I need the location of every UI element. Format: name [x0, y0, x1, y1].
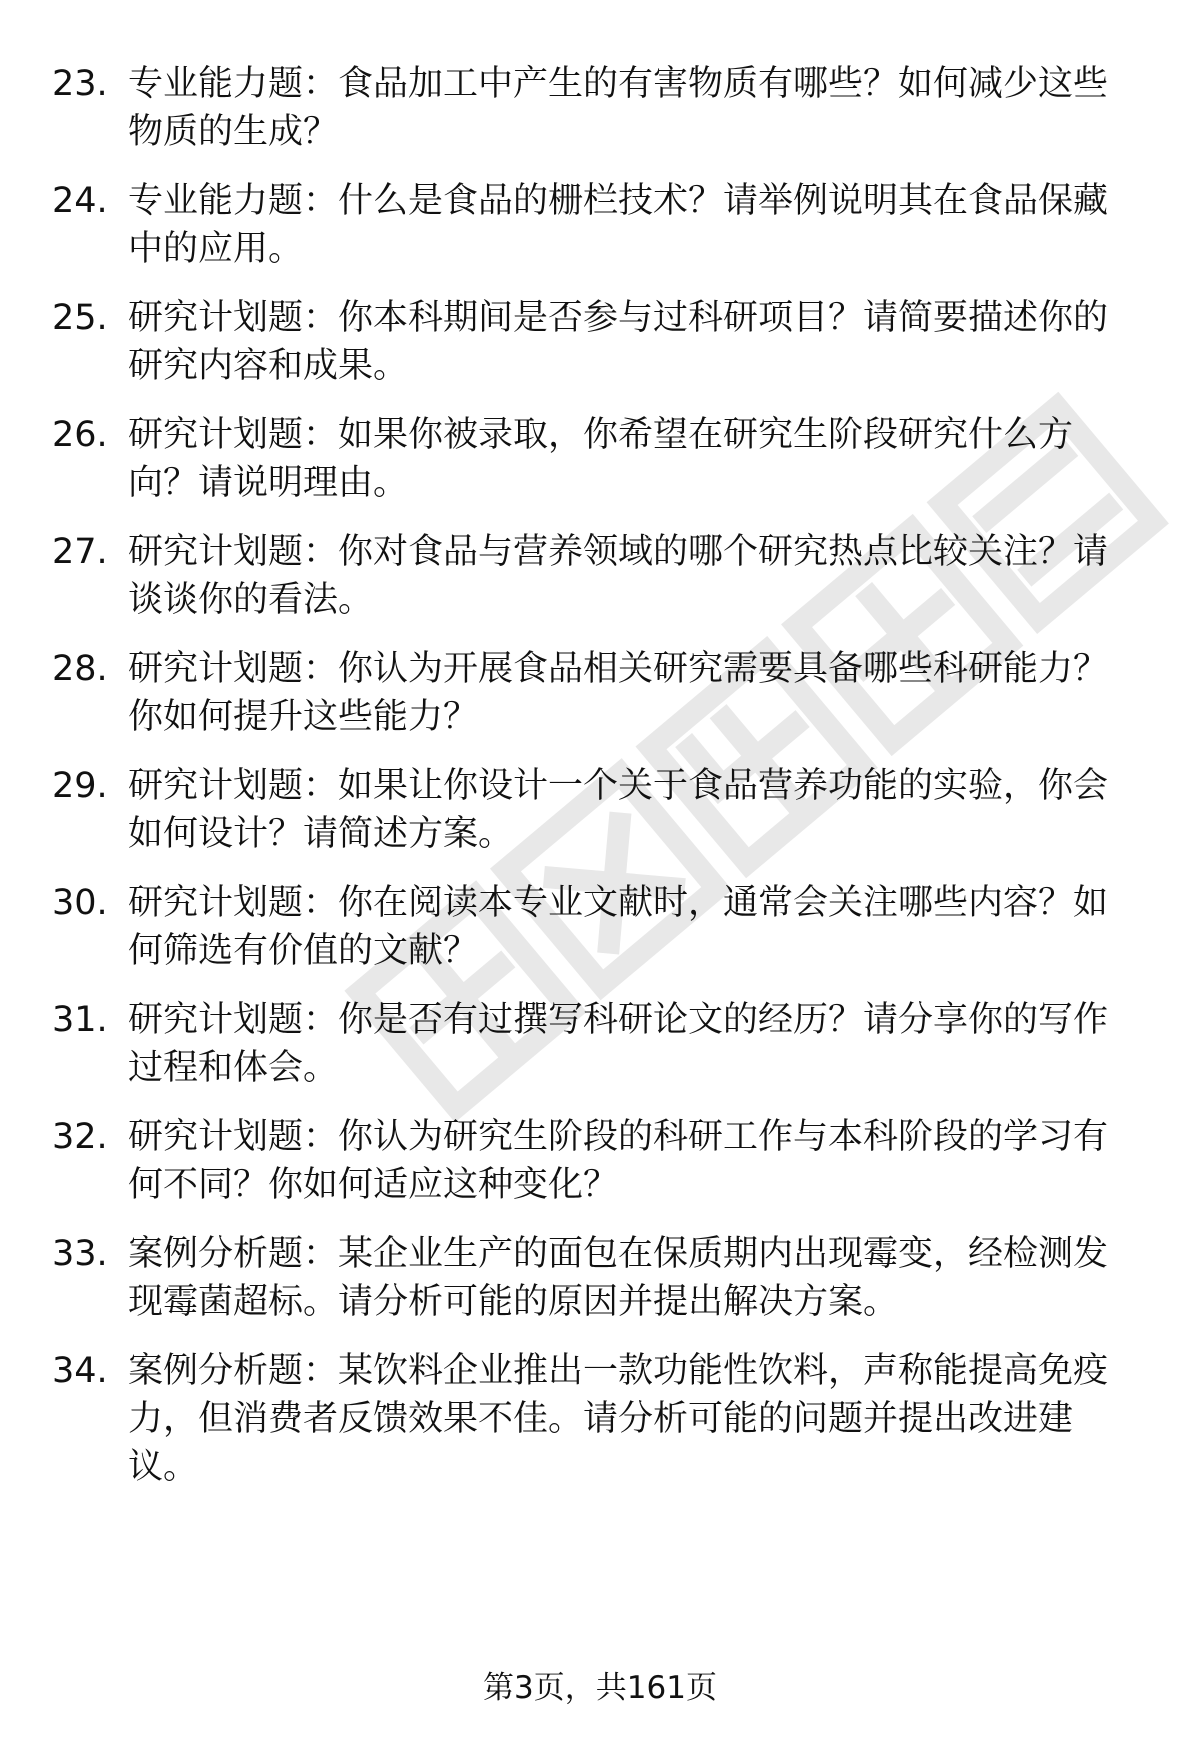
- question-text: 案例分析题：某饮料企业推出一款功能性饮料，声称能提高免疫力，但消费者反馈效果不佳。请分析可能的问题并提出改进建议。: [128, 1351, 1109, 1487]
- question-number: 26.: [52, 415, 108, 455]
- question-text: 专业能力题：食品加工中产生的有害物质有哪些？如何减少这些物质的生成？: [128, 64, 1109, 152]
- question-number: 27.: [52, 532, 108, 572]
- question-text: 研究计划题：你是否有过撰写科研论文的经历？请分享你的写作过程和体会。: [128, 1000, 1109, 1088]
- question-number: 23.: [52, 64, 108, 104]
- page-number-footer: 第3页，共161页: [483, 1670, 717, 1706]
- question-text: 研究计划题：如果让你设计一个关于食品营养功能的实验，你会如何设计？请简述方案。: [128, 766, 1109, 854]
- question-number: 25.: [52, 298, 108, 338]
- question-number: 33.: [52, 1234, 108, 1274]
- question-number: 28.: [52, 649, 108, 689]
- question-number: 32.: [52, 1117, 108, 1157]
- question-text: 研究计划题：你认为开展食品相关研究需要具备哪些科研能力？你如何提升这些能力？: [128, 649, 1109, 737]
- question-number: 30.: [52, 883, 108, 923]
- question-text: 研究计划题：如果你被录取，你希望在研究生阶段研究什么方向？请说明理由。: [128, 415, 1074, 503]
- question-text: 案例分析题：某企业生产的面包在保质期内出现霉变，经检测发现霉菌超标。请分析可能的原因并提出解决方案。: [128, 1234, 1109, 1322]
- question-text: 研究计划题：你在阅读本专业文献时，通常会关注哪些内容？如何筛选有价值的文献？: [128, 883, 1109, 971]
- question-text: 研究计划题：你对食品与营养领域的哪个研究热点比较关注？请谈谈你的看法。: [128, 532, 1109, 620]
- question-number: 31.: [52, 1000, 108, 1040]
- question-number: 24.: [52, 181, 108, 221]
- question-number: 29.: [52, 766, 108, 806]
- question-number: 34.: [52, 1351, 108, 1391]
- question-text: 研究计划题：你认为研究生阶段的科研工作与本科阶段的学习有何不同？你如何适应这种变化？: [128, 1117, 1109, 1205]
- question-text: 专业能力题：什么是食品的栅栏技术？请举例说明其在食品保藏中的应用。: [128, 181, 1109, 269]
- question-text: 研究计划题：你本科期间是否参与过科研项目？请简要描述你的研究内容和成果。: [128, 298, 1109, 386]
